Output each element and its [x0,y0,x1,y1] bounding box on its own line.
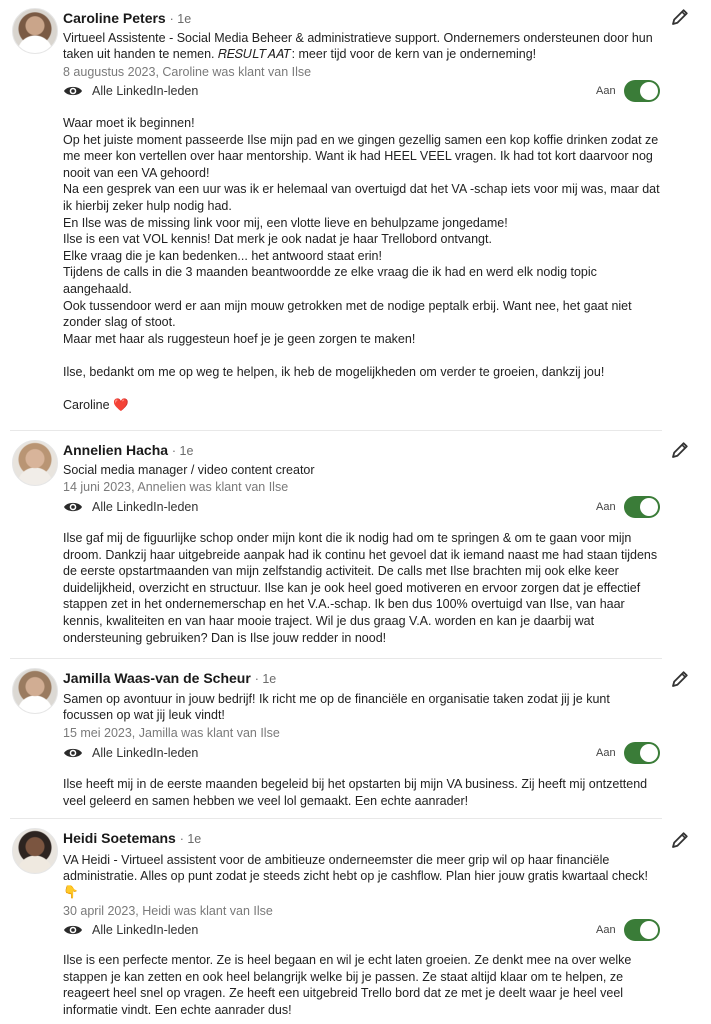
paragraph: Ook tussendoor werd er aan mijn mouw getrokken met de nodige peptalk erbij. Want nee, het gaat niet zonder slag of stoot. [63,298,632,330]
avatar[interactable] [12,440,58,486]
divider [10,658,662,659]
visibility-label: Alle LinkedIn-leden [92,84,199,98]
avatar[interactable] [12,8,58,54]
toggle-label: Aan [596,85,616,97]
recommendation-text: Ilse gaf mij de figuurlijke schop onder mijn kont die ik nodig had om te springen & om te gaan voor mijn droom. Dankzij haar uitgebreide aanpak had ik continu het gevoel dat ik iemand naast me had staan tijdens de eerste opstartmaanden van mijn zelfstandig activiteit. De calls met Ilse brachten mij ook elke keer duidelijkheid, overzicht en structuur. Ilse kan je ook heel goed motiveren en ervoor zorgen dat je effectief stappen zet in het ondernemerschap en het V.A.-schap. Ik ben dus 100% overtuigd van Ilse, van haar kennis, kwaliteiten en van haar mooie traject. Wil je dus graag V.A. worden en kan je daarbij wat ondersteuning gebruiken? Dan is Ilse jouw redder in nood! [63,531,658,645]
toggle-label: Aan [596,924,616,936]
author-headline: VA Heidi - Virtueel assistent voor de ambitieuze onderneemster die meer grip wil op haar financiële administratie. Alles op punt zodat je steeds zicht hebt op je cashflow. Plan hier jouw gratis kwartaal check! 👇 [63,853,649,899]
toggle-knob [640,921,658,939]
toggle-knob [640,498,658,516]
show-toggle-group [596,742,660,764]
pencil-icon[interactable] [670,7,690,27]
visibility-setting [63,81,198,101]
pencil-icon[interactable] [670,669,690,689]
visibility-label: Alle LinkedIn-leden [92,500,199,514]
eye-icon [63,500,83,514]
author-headline: Samen op avontuur in jouw bedrijf! Ik richt me op de financiële en organisatie taken zodat jij je kunt focussen op wat jij leuk vindt! [63,692,610,722]
visibility-label: Alle LinkedIn-leden [92,746,199,760]
visibility-setting [63,497,198,517]
signoff-name: Caroline [63,398,110,413]
paragraph: Maar met haar als ruggesteun hoef je je geen zorgen te maken! [63,331,416,346]
connection-degree: · 1e [254,672,277,686]
author-name[interactable]: Jamilla Waas-van de Scheur [63,670,251,686]
pencil-icon[interactable] [670,440,690,460]
recommendation-date: 30 april 2023, Heidi was klant van Ilse [63,904,273,918]
recommendation-card [0,0,711,430]
connection-degree: · 1e [179,832,202,846]
show-recommendation-toggle[interactable] [624,80,660,102]
blank-line [63,381,663,398]
show-recommendation-toggle[interactable] [624,496,660,518]
heart-emoji: ❤️ [113,398,129,413]
paragraph: Waar moet ik beginnen! [63,116,195,130]
connection-degree: · 1e [169,12,192,26]
blank-line [63,347,663,364]
visibility-setting [63,920,198,940]
eye-icon [63,923,83,937]
signoff [63,397,663,414]
visibility-label: Alle LinkedIn-leden [92,923,199,937]
recommendation-text: Ilse is een perfecte mentor. Ze is heel begaan en wil je echt laten groeien. Ze denkt mee na over welke stappen je kan zetten en ook heel belangrijk welke bij je passen. Ze staat altijd klaar om te helpen, ze reageert heel snel op vragen. Ze heeft een uitgebreid Trello bord dat ze met je deelt waar je heel veel informatie vindt. Een echte aanrader dus! [63,953,632,1017]
paragraph: Tijdens de calls in die 3 maanden beantwoordde ze elke vraag die ik had en werd elk nodig topic aangehaald. [63,265,597,296]
avatar[interactable] [12,668,58,714]
divider [10,430,662,431]
avatar[interactable] [12,828,58,874]
recommendation-date: 8 augustus 2023, Caroline was klant van Ilse [63,65,312,79]
recommendation-date: 14 juni 2023, Annelien was klant van Ilse [63,480,289,494]
connection-degree: · 1e [171,444,194,458]
recommendation-text: Ilse heeft mij in de eerste maanden begeleid bij het opstarten bij mijn VA business. Zij heeft mij ontzettend veel geleerd en samen hebben we veel lol gemaakt. Een echte aanrader! [63,777,648,808]
toggle-label: Aan [596,501,616,513]
paragraph: Ilse, bedankt om me op weg te helpen, ik heb de mogelijkheden om verder te groeien, dankzij jou! [63,364,605,379]
recommendation-card [0,432,711,658]
show-recommendation-toggle[interactable] [624,919,660,941]
author-headline: Social media manager / video content creator [63,463,315,477]
show-toggle-group [596,80,660,102]
toggle-knob [640,744,658,762]
show-recommendation-toggle[interactable] [624,742,660,764]
paragraph: Ilse is een vat VOL kennis! Dat merk je ook nadat je haar Trellobord ontvangt. [63,232,492,247]
author-name[interactable]: Caroline Peters [63,10,166,26]
show-toggle-group [596,919,660,941]
paragraph: En Ilse was de missing link voor mij, een vlotte lieve en behulpzame jongedame! [63,215,508,230]
author-name[interactable]: Heidi Soetemans [63,830,176,846]
recommendation-card [0,660,711,818]
eye-icon [63,84,83,98]
paragraph: Op het juiste moment passeerde Ilse mijn pad en we gingen gezellig samen een kop koffie drinken zodat ze me meer kon vertellen over haar mentorship. Want ik had HEEL VEEL vragen. Ik had tot kort daarvoor nog nooit van een VA gehoord! [63,132,659,180]
author-line [63,441,193,460]
pencil-icon[interactable] [670,830,690,850]
show-toggle-group [596,496,660,518]
recommendation-card [0,820,711,1024]
toggle-label: Aan [596,747,616,759]
recommendation-date: 15 mei 2023, Jamilla was klant van Ilse [63,726,280,740]
author-headline: Virtueel Assistente - Social Media Beheer & administratieve support. Ondernemers ondersteunen door hun taken uit handen te nemen. 𝑅𝐸𝑆𝑈𝐿𝑇𝐴𝐴𝑇: meer tijd voor de kern van je onderneming! [63,31,653,61]
toggle-knob [640,82,658,100]
author-line [63,669,276,688]
author-line [63,829,201,848]
author-line [63,9,191,28]
divider [10,818,662,819]
visibility-setting [63,743,198,763]
recommendation-text [63,115,663,414]
author-name[interactable]: Annelien Hacha [63,442,169,458]
eye-icon [63,746,83,760]
paragraph: Elke vraag die je kan bedenken... het antwoord staat erin! [63,248,382,263]
paragraph: Na een gesprek van een uur was ik er helemaal van overtuigd dat het VA -schap iets voor mij was, maar dat ik hierbij zeker hulp nodig had. [63,182,660,213]
